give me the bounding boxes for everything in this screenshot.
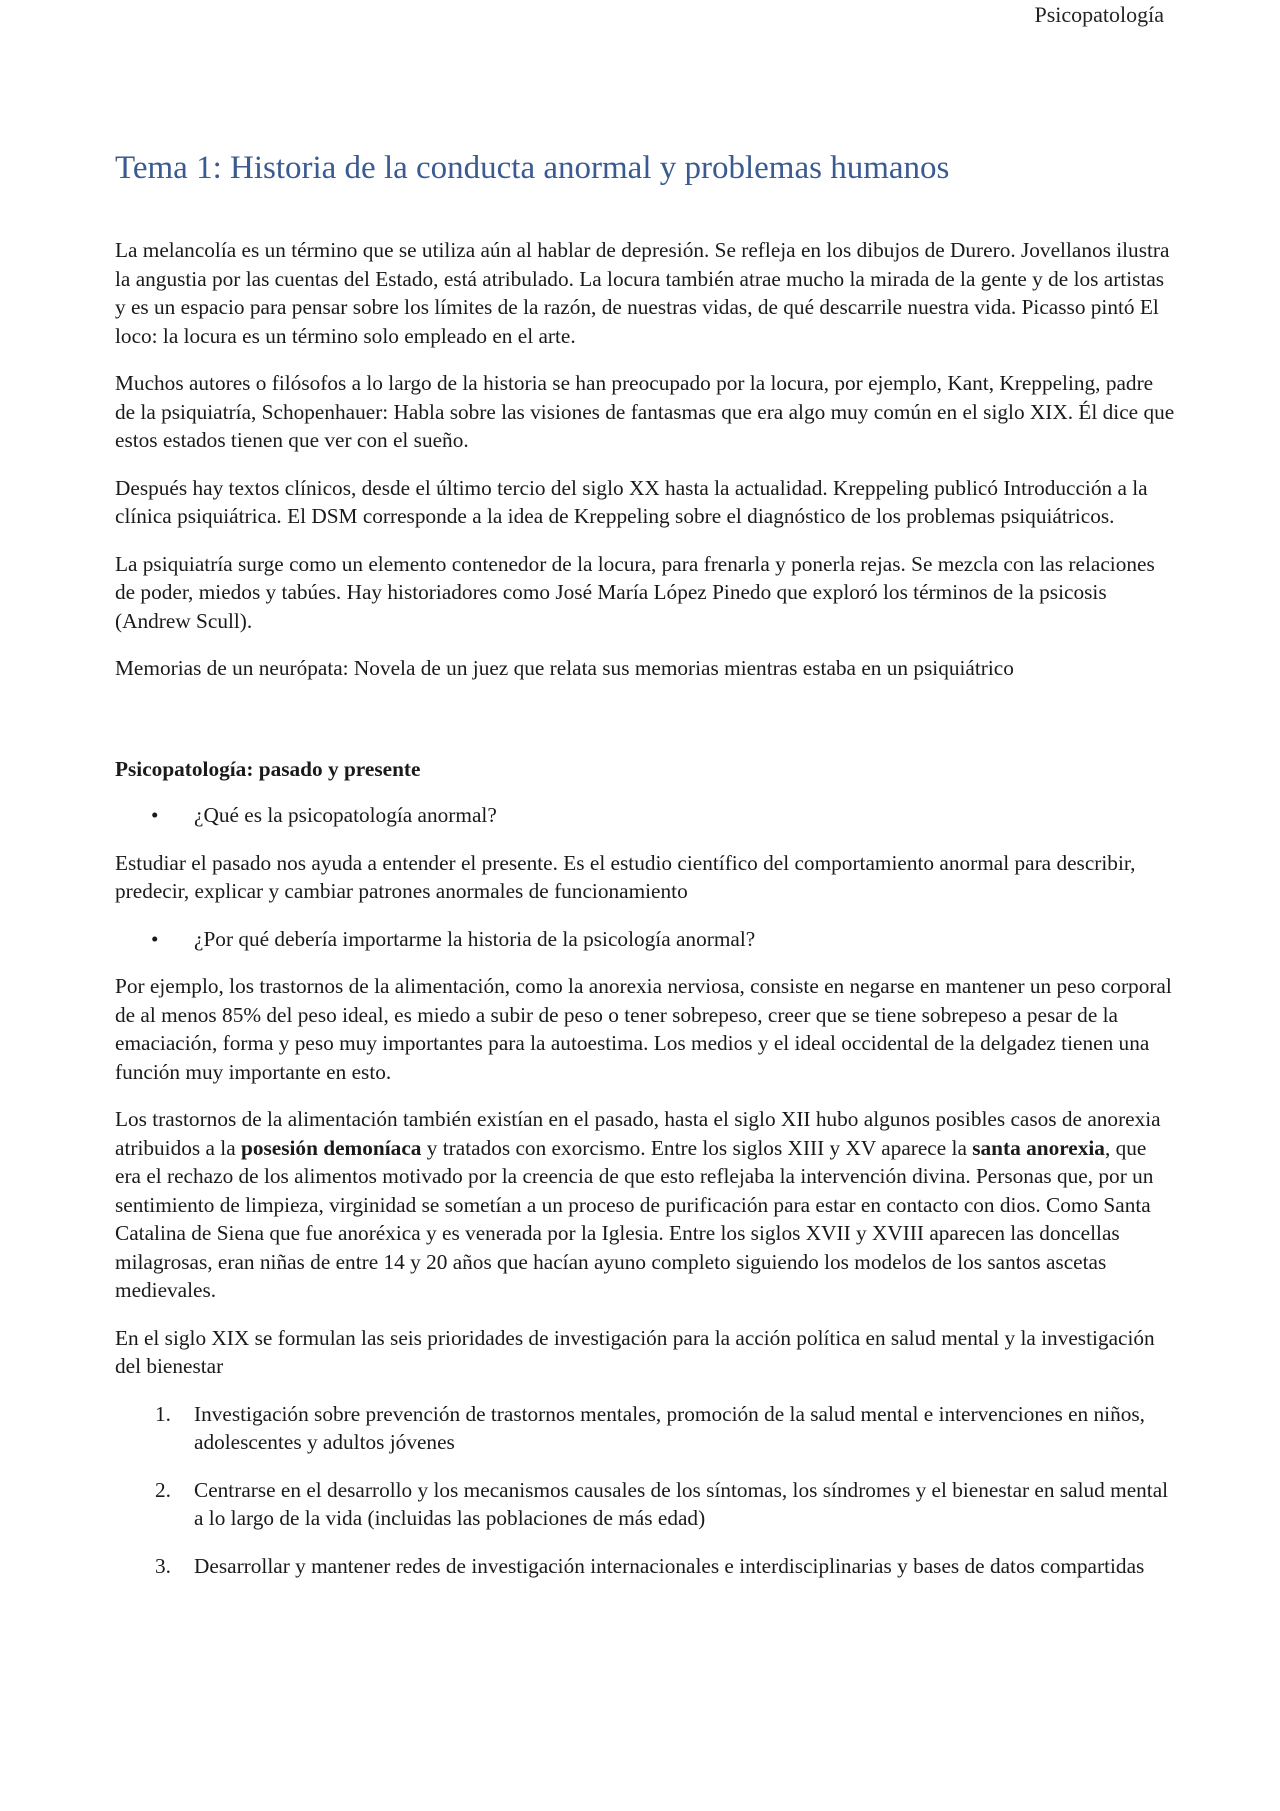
running-header: Psicopatología [1034,2,1164,27]
intro-paragraph-1: La melancolía es un término que se utiliza aún al hablar de depresión. Se refleja en los dibujos de Durero. Jovellanos ilustra la angustia por las cuentas del Estado, está atribulado. La locura también atrae mucho la mirada de la gente y de los artistas y es un espacio para pensar sobre los límites de la razón, de nuestras vidas, de qué descarrile nuestra vida. Picasso pintó El loco: la locura es un término solo empleado en el arte. [115,238,1170,348]
document-title: Tema 1: Historia de la conducta anormal y problemas humanos [115,150,950,186]
section-heading: Psicopatología: pasado y presente [115,756,421,781]
history-text-part: y tratados con exorcismo. Entre los siglos XIII y XV aparece la [421,1135,973,1160]
priorities-list [115,1400,1175,1581]
question-item-2 [115,925,1175,954]
bullet-icon: • [151,803,159,827]
question-text: ¿Qué es la psicopatología anormal? [194,803,497,827]
bold-term-santa-anorexia: santa anorexia [972,1135,1105,1160]
intro-paragraph-2: Muchos autores o filósofos a lo largo de la historia se han preocupado por la locura, por ejemplo, Kant, Kreppeling, padre de la psiquiatría, Schopenhauer: Habla sobre las visiones de fantasmas que era algo muy común en el siglo XIX. Él dice que estos estados tienen que ver con el sueño. [115,371,1175,452]
history-paragraph [115,1105,1175,1305]
history-text-part: , que era el rechazo de los alimentos motivado por la creencia de que esto reflejaba la intervención divina. Personas que, por un sentimiento de limpieza, virginidad se sometían a un proceso de purificación para estar en contacto con dios. Como Santa Catalina de Siena que fue anoréxica y es venerada por la Iglesia. Entre los siglos XVII y XVIII aparecen las doncellas milagrosas, eran niñas de entre 14 y 20 años que hacían ayuno completo siguiendo los modelos de los santos ascetas medievales. [115,1135,1154,1302]
priority-number: 3. [155,1553,171,1578]
bold-term-posesion-demoniaca: posesión demoníaca [240,1135,422,1160]
priority-item [115,1552,1175,1581]
intro-paragraph-4: La psiquiatría surge como un elemento contenedor de la locura, para frenarla y ponerla rejas. Se mezcla con las relaciones de poder, miedos y tabúes. Hay historiadores como José María López Pinedo que exploró los términos de la psicosis (Andrew Scull). [115,551,1155,633]
bullet-icon: • [151,926,159,951]
priority-text: Desarrollar y mantener redes de investigación internacionales e interdisciplinarias y bases de datos compartidas [194,1553,1145,1578]
priority-text: Centrarse en el desarrollo y los mecanismos causales de los síntomas, los síndromes y el bienestar en salud mental a lo largo de la vida (incluidas las poblaciones de más edad) [194,1477,1169,1530]
answer-paragraph-1: Estudiar el pasado nos ayuda a entender el presente. Es el estudio científico del comportamiento anormal para describir, predecir, explicar y cambiar patrones anormales de funcionamiento [115,850,1136,903]
question-item-1 [115,801,1175,830]
priority-item [115,1400,1175,1457]
question-text: ¿Por qué debería importarme la historia de la psicología anormal? [194,926,756,951]
answer-paragraph-2: Por ejemplo, los trastornos de la alimentación, como la anorexia nerviosa, consiste en negarse en mantener un peso corporal de al menos 85% del peso ideal, es miedo a subir de peso o tener sobrepeso, creer que se tiene sobrepeso a pesar de la emaciación, forma y peso muy importantes para la autoestima. Los medios y el ideal occidental de la delgadez tienen una función muy importante en esto. [115,974,1172,1084]
priority-number: 2. [155,1477,171,1502]
question-list-1 [115,801,1175,830]
intro-paragraph-5: Memorias de un neurópata: Novela de un juez que relata sus memorias mientras estaba en un psiquiátrico [115,656,1014,680]
history-text-part: Los trastornos de la alimentación también existían en el pasado, hasta el siglo XII hubo algunos posibles casos de anorexia atribuidos a la [115,1107,1161,1160]
document-body [115,148,1175,1599]
priority-text: Investigación sobre prevención de trastornos mentales, promoción de la salud mental e intervenciones en niños, adolescentes y adultos jóvenes [194,1401,1145,1454]
priority-item [115,1476,1175,1533]
priority-number: 1. [155,1401,171,1426]
intro-paragraph-3: Después hay textos clínicos, desde el último tercio del siglo XX hasta la actualidad. Kreppeling publicó Introducción a la clínica psiquiátrica. El DSM corresponde a la idea de Kreppeling sobre el diagnóstico de los problemas psiquiátricos. [115,475,1148,528]
priorities-intro: En el siglo XIX se formulan las seis prioridades de investigación para la acción política en salud mental y la investigación del bienestar [115,1325,1155,1378]
question-list-2 [115,925,1175,954]
